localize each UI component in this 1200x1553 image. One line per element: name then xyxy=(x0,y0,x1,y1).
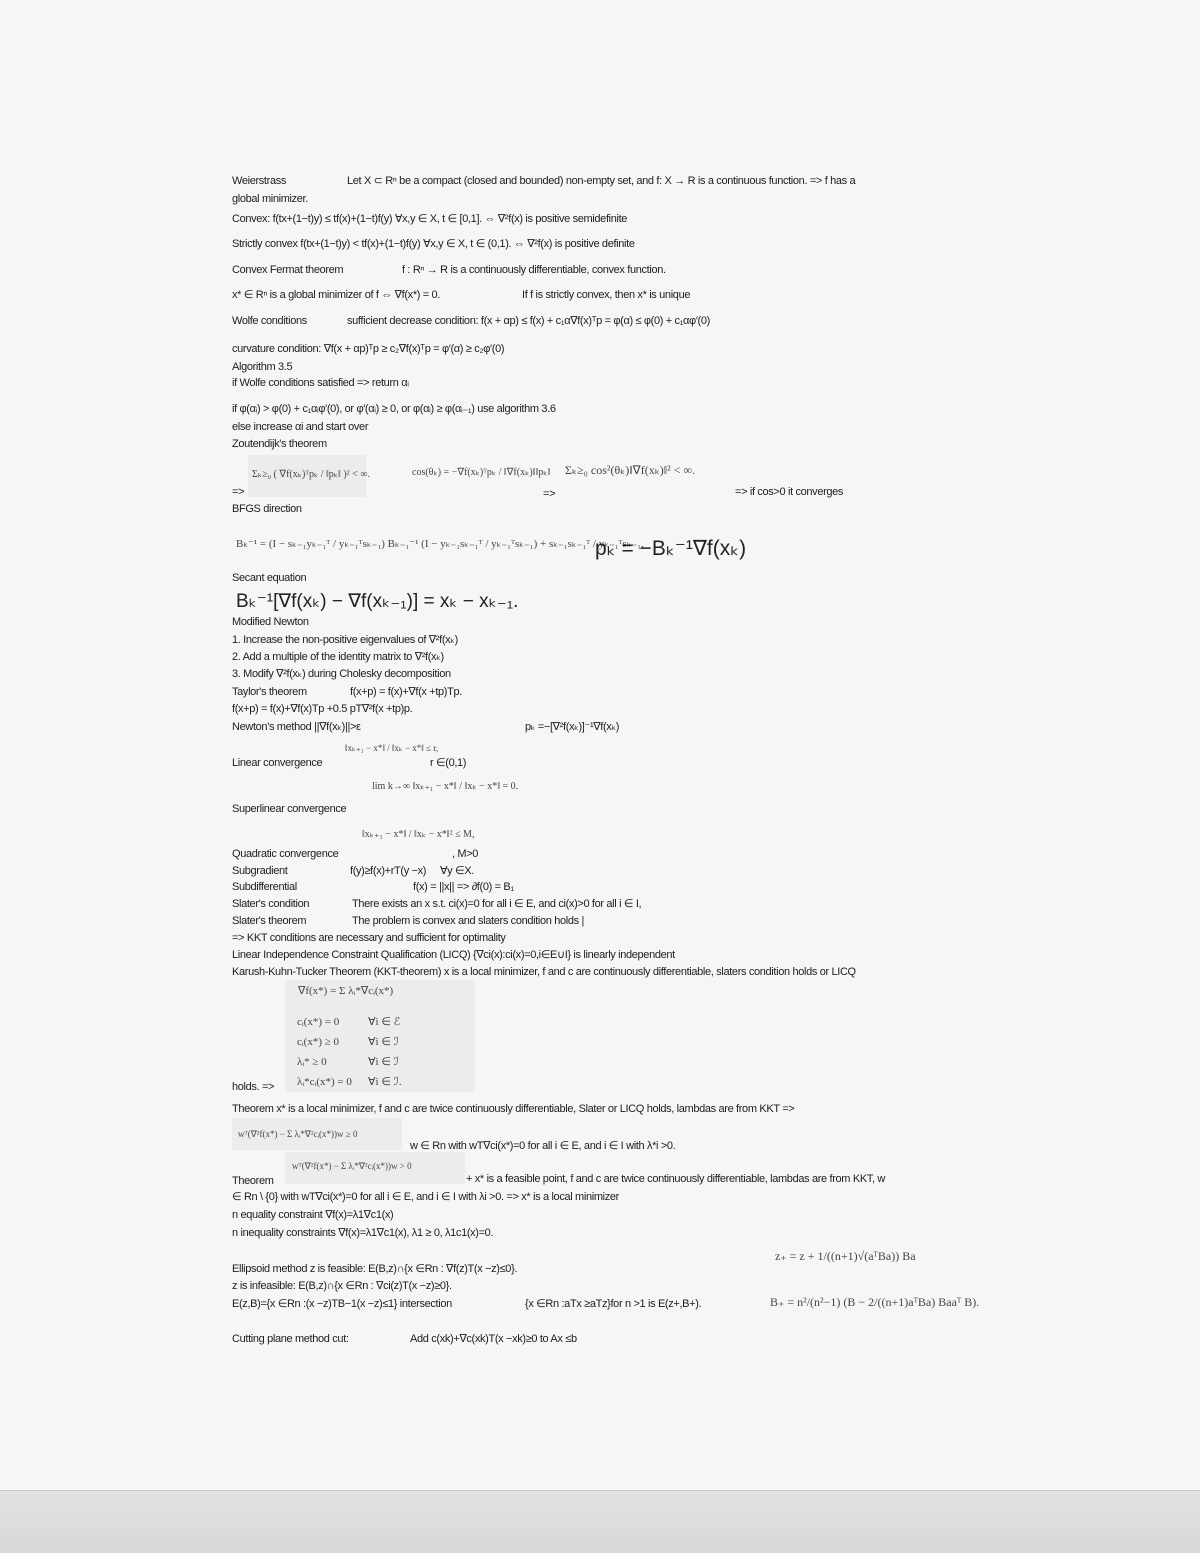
slater-theorem-text: The problem is convex and slaters condition holds | xyxy=(352,915,585,927)
kkt-row-lhs: cᵢ(x*) ≥ 0 xyxy=(297,1036,340,1048)
kkt-text: Karush-Kuhn-Tucker Theorem (KKT-theorem) x is a local minimizer, f and c are continuously differentiable, slaters condition holds or LICQ xyxy=(232,966,856,978)
newton-pk: pₖ =−[∇²f(xₖ)]⁻¹∇f(xₖ) xyxy=(525,721,620,733)
slater-theorem-label: Slater's theorem xyxy=(232,915,307,927)
zoutendijk-title: Zoutendijk's theorem xyxy=(232,438,327,450)
wolfe-curvature: curvature condition: ∇f(x + αp)ᵀp ≥ c₂∇f(x)ᵀp = φ′(α) ≥ c₂φ′(0) xyxy=(232,343,505,355)
kkt-row-rhs: ∀i ∈ ℐ xyxy=(368,1056,399,1068)
cutting-plane-text: Add c(xk)+∇c(xk)T(x −xk)≥0 to Ax ≤b xyxy=(410,1333,577,1345)
algorithm-line1: if Wolfe conditions satisfied => return αᵢ xyxy=(232,377,409,389)
equality-constraint: n equality constraint ∇f(x)=λ1∇c1(x) xyxy=(232,1209,394,1221)
subgradient-label: Subgradient xyxy=(232,865,288,877)
kkt-holds: holds. => xyxy=(232,1081,275,1093)
secant-formula: Bₖ⁻¹[∇f(xₖ) − ∇f(xₖ₋₁)] = xₖ − xₖ₋₁. xyxy=(236,591,519,612)
wolfe-label: Wolfe conditions xyxy=(232,315,307,327)
implies-arrow-2: => xyxy=(543,488,556,500)
kkt-row-lhs: λᵢ* ≥ 0 xyxy=(297,1056,327,1068)
weierstrass-text: Let X ⊂ Rⁿ be a compact (closed and bounded) non-empty set, and f: X → R is a continuous function. => f has a xyxy=(347,175,856,187)
second-order-theorem-2b: ∈ Rn \ {0} with wT∇ci(x*)=0 for all i ∈ E, and i ∈ I with λi >0. => x* is a local minimizer xyxy=(232,1191,619,1203)
wolfe-sufficient: sufficient decrease condition: f(x + αp) ≤ f(x) + c₁α∇f(x)ᵀp = φ(α) ≤ φ(0) + c₁αφ′(0) xyxy=(347,315,710,327)
modified-newton-item: 3. Modify ∇²f(xₖ) during Cholesky decomposition xyxy=(232,668,451,680)
zoutendijk-sum: Σₖ≥₀ cos²(θₖ)‖∇f(xₖ)‖² < ∞. xyxy=(565,463,696,477)
ellipsoid-line1: Ellipsoid method z is feasible: E(B,z)∩{x ∈Rn : ∇f(z)T(x −z)≤0}. xyxy=(232,1263,518,1275)
inequality-constraints: n inequality constraints ∇f(x)=λ1∇c1(x), λ1 ≥ 0, λ1c1(x)=0. xyxy=(232,1227,494,1239)
second-order-theorem-2: + x* is a feasible point, f and c are twice continuously differentiable, lambdas are from KKT, w xyxy=(466,1173,885,1185)
algorithm-line2: if φ(αᵢ) > φ(0) + c₁αᵢφ′(0), or φ′(αᵢ) ≥ 0, or φ(αᵢ) ≥ φ(αᵢ₋₁) use algorithm 3.6 xyxy=(232,403,556,415)
cutting-plane-label: Cutting plane method cut: xyxy=(232,1333,349,1345)
newton-label: Newton's method ||∇f(xₖ)||>ε xyxy=(232,721,361,733)
bfgs-pk-formula: pₖ = −Bₖ⁻¹∇f(xₖ) xyxy=(595,537,747,560)
modified-newton-item: 2. Add a multiple of the identity matrix to ∇²f(xₖ) xyxy=(232,651,444,663)
cos-formula: cos(θₖ) = −∇f(xₖ)ᵀpₖ / ‖∇f(xₖ)‖‖pₖ‖ xyxy=(412,467,551,478)
taylor-formula-2: f(x+p) = f(x)+∇f(x)Tp +0.5 pT∇²f(x +tp)p. xyxy=(232,703,413,715)
fermat-line2: x* ∈ Rⁿ is a global minimizer of f ⇔ ∇f(x*) = 0. xyxy=(232,289,441,301)
fermat-label: Convex Fermat theorem xyxy=(232,264,344,276)
slater-theorem-text-2: => KKT conditions are necessary and sufficient for optimality xyxy=(232,932,506,944)
bfgs-formula: Bₖ⁻¹ = (I − sₖ₋₁yₖ₋₁ᵀ / yₖ₋₁ᵀsₖ₋₁) Bₖ₋₁⁻¹ (I − yₖ₋₁sₖ₋₁ᵀ / yₖ₋₁ᵀsₖ₋₁) + sₖ₋₁sₖ₋₁ᵀ / yₖ₋₁ᵀsₖ₋₁, xyxy=(236,538,644,550)
quadratic-formula: ‖xₖ₊₁ − x*‖ / ‖xₖ − x*‖² ≤ M, xyxy=(362,829,475,840)
weierstrass-text-2: global minimizer. xyxy=(232,193,308,205)
second-order-formula-1: wᵀ(∇²f(x*) − Σ λᵢ*∇²cᵢ(x*))w ≥ 0 xyxy=(238,1129,358,1139)
algorithm-line3: else increase αi and start over xyxy=(232,421,369,433)
modified-newton-title: Modified Newton xyxy=(232,616,309,628)
kkt-row-rhs: ∀i ∈ ℐ xyxy=(368,1036,399,1048)
weierstrass-label: Weierstrass xyxy=(232,175,287,187)
convex-definition: Convex: f(tx+(1−t)y) ≤ tf(x)+(1−t)f(y) ∀x,y ∈ X, t ∈ [0,1]. ⇔ ∇²f(x) is positive semidefinite xyxy=(232,213,628,225)
subdifferential-formula: f(x) = ||x|| => ∂f(0) = B₁ xyxy=(413,881,514,893)
zoutendijk-formula: Σₖ≥₀ ( ∇f(xₖ)ᵀpₖ / ‖pₖ‖ )² < ∞. xyxy=(252,469,370,480)
taylor-formula-1: f(x+p) = f(x)+∇f(x +tp)Tp. xyxy=(350,686,462,698)
ellipsoid-zplus-formula: z₊ = z + 1/((n+1)√(aᵀBa)) Ba xyxy=(775,1249,916,1263)
ellipsoid-line2: z is infeasible: E(B,z)∩{x ∈Rn : ∇ci(z)T(x −z)≥0}. xyxy=(232,1280,452,1292)
quadratic-m: , M>0 xyxy=(452,848,479,860)
strictly-convex-definition: Strictly convex f(tx+(1−t)y) < tf(x)+(1−t)f(y) ∀x,y ∈ X, t ∈ (0,1). ⇔ ∇²f(x) is positive definite xyxy=(232,238,635,250)
bfgs-title: BFGS direction xyxy=(232,503,302,515)
slater-condition-text: There exists an x s.t. ci(x)=0 for all i ∈ E, and ci(x)>0 for all i ∈ I, xyxy=(352,898,642,910)
algorithm-title: Algorithm 3.5 xyxy=(232,361,293,373)
linear-convergence-label: Linear convergence xyxy=(232,757,323,769)
second-order-theorem-1: Theorem x* is a local minimizer, f and c are twice continuously differentiable, Slater or LICQ holds, lambdas are from KKT => xyxy=(232,1103,795,1115)
ellipsoid-line3: E(z,B)={x ∈Rn :(x −z)TB−1(x −z)≤1} intersection xyxy=(232,1298,452,1310)
implies-arrow: => xyxy=(232,486,245,498)
linear-convergence-r: r ∈(0,1) xyxy=(430,757,467,769)
second-order-theorem-2-label: Theorem xyxy=(232,1175,274,1187)
secant-title: Secant equation xyxy=(232,572,307,584)
quadratic-label: Quadratic convergence xyxy=(232,848,339,860)
subgradient-quantifier: ∀y ∈X. xyxy=(440,865,474,877)
second-order-formula-2: wᵀ(∇²f(x*) − Σ λᵢ*∇²cᵢ(x*))w > 0 xyxy=(292,1161,412,1171)
superlinear-formula: lim k→∞ ‖xₖ₊₁ − x*‖ / ‖xₖ − x*‖ = 0. xyxy=(372,781,519,792)
second-order-theorem-1b: w ∈ Rn with wT∇ci(x*)=0 for all i ∈ E, and i ∈ I with λ*i >0. xyxy=(410,1140,676,1152)
kkt-row-lhs: cᵢ(x*) = 0 xyxy=(297,1016,340,1028)
fermat-line2b: If f is strictly convex, then x* is unique xyxy=(522,289,691,301)
zoutendijk-note: => if cos>0 it converges xyxy=(735,486,844,498)
ellipsoid-line3b: {x ∈Rn :aTx ≥aTz}for n >1 is E(z+,B+). xyxy=(525,1298,702,1310)
subdifferential-label: Subdifferential xyxy=(232,881,297,893)
linear-convergence-formula: ‖xₖ₊₁ − x*‖ / ‖xₖ − x*‖ ≤ r, xyxy=(345,743,439,753)
subgradient-formula: f(y)≥f(x)+rT(y −x) xyxy=(350,865,427,877)
kkt-row-rhs: ∀i ∈ ℐ. xyxy=(368,1076,402,1088)
kkt-row-rhs: ∀i ∈ ℰ xyxy=(368,1016,401,1028)
fermat-text: f : Rⁿ → R is a continuously differentiable, convex function. xyxy=(402,264,666,276)
licq-text: Linear Independence Constraint Qualification (LICQ) {∇ci(x):ci(x)=0,i∈E∪I} is linearly independent xyxy=(232,949,675,961)
ellipsoid-bplus-formula: B₊ = n²/(n²−1) (B − 2/((n+1)aᵀBa) Baaᵀ B). xyxy=(770,1295,980,1309)
slater-condition-label: Slater's condition xyxy=(232,898,310,910)
taylor-label: Taylor's theorem xyxy=(232,686,307,698)
modified-newton-item: 1. Increase the non-positive eigenvalues of ∇²f(xₖ) xyxy=(232,634,458,646)
kkt-row-lhs: λᵢ*cᵢ(x*) = 0 xyxy=(297,1076,352,1088)
kkt-gradient: ∇f(x*) = Σ λᵢ*∇cᵢ(x*) xyxy=(298,985,394,997)
superlinear-label: Superlinear convergence xyxy=(232,803,347,815)
